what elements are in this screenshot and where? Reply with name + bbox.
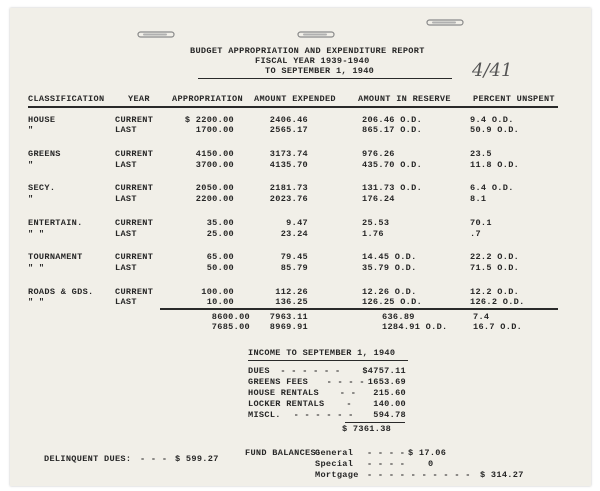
row-appropriation: 50.00 <box>206 263 234 273</box>
row-appropriation: 10.00 <box>206 297 234 307</box>
delinquent-dues-label: DELINQUENT DUES: <box>44 454 132 464</box>
fund-item-label: Mortgage <box>315 470 359 480</box>
row-percent-unspent: 71.5 O.D. <box>470 263 520 273</box>
fund-item-label: Special <box>315 459 354 469</box>
row-year: CURRENT <box>115 149 154 159</box>
total-amount-expended: 8969.91 <box>269 322 308 332</box>
row-classification: TOURNAMENT <box>28 252 83 262</box>
header-classification: CLASSIFICATION <box>28 94 105 104</box>
row-amount-in-reserve: 976.26 <box>362 149 395 159</box>
row-amount-in-reserve: 126.25 O.D. <box>362 297 423 307</box>
row-amount-in-reserve: 435.70 O.D. <box>362 160 423 170</box>
income-item-dashes: - - <box>339 388 357 398</box>
row-amount-expended: 112.26 <box>275 287 308 297</box>
income-item-label: LOCKER RENTALS <box>248 399 325 409</box>
row-amount-expended: 136.25 <box>275 297 308 307</box>
row-percent-unspent: 23.5 <box>470 149 492 159</box>
income-title: INCOME TO SEPTEMBER 1, 1940 <box>248 348 396 358</box>
paper-clip-icon <box>297 30 335 39</box>
row-classification: " " <box>28 263 45 273</box>
row-classification: GREENS <box>28 149 61 159</box>
total-percent-unspent: 7.4 <box>473 312 490 322</box>
total-percent-unspent: 16.7 O.D. <box>473 322 523 332</box>
row-appropriation: 1700.00 <box>195 125 234 135</box>
fund-item-dashes: - - - - <box>367 448 406 458</box>
row-appropriation: 2200.00 <box>195 194 234 204</box>
fund-item-value: $ 314.27 <box>480 470 524 480</box>
fund-item-value: $ 17.06 <box>408 448 447 458</box>
row-amount-expended: 9.47 <box>286 218 308 228</box>
total-appropriation: 7685.00 <box>211 322 250 332</box>
row-amount-expended: 2181.73 <box>269 183 308 193</box>
row-year: LAST <box>115 263 137 273</box>
row-amount-expended: 23.24 <box>280 229 308 239</box>
total-amount-in-reserve: 1284.91 O.D. <box>382 322 448 332</box>
row-appropriation: 2050.00 <box>195 183 234 193</box>
row-year: LAST <box>115 229 137 239</box>
report-title: BUDGET APPROPRIATION AND EXPENDITURE REPORT <box>190 46 425 56</box>
row-percent-unspent: 50.9 O.D. <box>470 125 520 135</box>
income-item-value: 140.00 <box>373 399 406 409</box>
title-underline <box>198 78 452 79</box>
row-amount-in-reserve: 865.17 O.D. <box>362 125 423 135</box>
report-fiscal-year: FISCAL YEAR 1939-1940 <box>255 56 370 66</box>
income-item-value: 594.78 <box>373 410 406 420</box>
row-appropriation: 65.00 <box>206 252 234 262</box>
row-amount-in-reserve: 176.24 <box>362 194 395 204</box>
fund-item-dashes: - - - - - - - - - - <box>367 470 471 480</box>
row-percent-unspent: 70.1 <box>470 218 492 228</box>
row-appropriation: $ 2200.00 <box>184 115 234 125</box>
row-classification: SECY. <box>28 183 56 193</box>
income-item-dashes: - <box>346 399 352 409</box>
row-year: LAST <box>115 160 137 170</box>
row-amount-expended: 85.79 <box>280 263 308 273</box>
row-classification: ENTERTAIN. <box>28 218 83 228</box>
header-appropriation: APPROPRIATION <box>172 94 243 104</box>
row-percent-unspent: 126.2 O.D. <box>470 297 525 307</box>
row-year: CURRENT <box>115 252 154 262</box>
row-amount-in-reserve: 12.26 O.D. <box>362 287 417 297</box>
row-percent-unspent: 12.2 O.D. <box>470 287 520 297</box>
row-year: LAST <box>115 125 137 135</box>
row-amount-expended: 79.45 <box>280 252 308 262</box>
row-percent-unspent: .7 <box>470 229 481 239</box>
income-item-label: GREENS FEES <box>248 377 309 387</box>
row-amount-in-reserve: 35.79 O.D. <box>362 263 417 273</box>
row-year: CURRENT <box>115 183 154 193</box>
row-amount-expended: 4135.70 <box>269 160 308 170</box>
row-classification: HOUSE <box>28 115 56 125</box>
income-item-dashes: - - - - - - <box>280 366 341 376</box>
income-total-rule <box>345 422 405 423</box>
row-amount-in-reserve: 1.76 <box>362 229 384 239</box>
header-year: YEAR <box>128 94 150 104</box>
fund-item-value: 0 <box>428 459 434 469</box>
row-classification: " " <box>28 297 45 307</box>
row-percent-unspent: 11.8 O.D. <box>470 160 520 170</box>
row-appropriation: 4150.00 <box>195 149 234 159</box>
paper-clip-icon <box>426 18 464 27</box>
income-title-underline <box>248 360 408 361</box>
row-appropriation: 25.00 <box>206 229 234 239</box>
report-date: TO SEPTEMBER 1, 1940 <box>265 66 375 76</box>
row-appropriation: 100.00 <box>201 287 234 297</box>
row-year: LAST <box>115 297 137 307</box>
row-year: CURRENT <box>115 287 154 297</box>
row-amount-expended: 2565.17 <box>269 125 308 135</box>
row-classification: " <box>28 160 34 170</box>
income-item-value: $4757.11 <box>362 366 406 376</box>
row-percent-unspent: 22.2 O.D. <box>470 252 520 262</box>
row-amount-expended: 2023.76 <box>269 194 308 204</box>
row-amount-expended: 3173.74 <box>269 149 308 159</box>
row-appropriation: 3700.00 <box>195 160 234 170</box>
row-percent-unspent: 9.4 O.D. <box>470 115 514 125</box>
total-amount-expended: 7963.11 <box>269 312 308 322</box>
fund-item-dashes: - - - - <box>367 459 406 469</box>
row-classification: ROADS & GDS. <box>28 287 94 297</box>
handwritten-note: 4/41 <box>472 60 513 81</box>
total-appropriation: 8600.00 <box>211 312 250 322</box>
row-classification: " " <box>28 229 45 239</box>
row-amount-in-reserve: 14.45 O.D. <box>362 252 417 262</box>
row-year: CURRENT <box>115 218 154 228</box>
row-percent-unspent: 8.1 <box>470 194 487 204</box>
row-classification: " <box>28 194 34 204</box>
total-amount-in-reserve: 636.89 <box>382 312 415 322</box>
header-amount-expended: AMOUNT EXPENDED <box>254 94 336 104</box>
row-year: LAST <box>115 194 137 204</box>
row-amount-in-reserve: 131.73 O.D. <box>362 183 423 193</box>
row-percent-unspent: 6.4 O.D. <box>470 183 514 193</box>
income-item-value: 215.60 <box>373 388 406 398</box>
row-amount-in-reserve: 25.53 <box>362 218 390 228</box>
income-item-dashes: - - - - - - <box>293 410 354 420</box>
paper-clip-icon <box>137 30 175 39</box>
income-item-label: DUES <box>248 366 270 376</box>
delinquent-dues-dashes: - - - <box>140 454 168 464</box>
delinquent-dues-value: $ 599.27 <box>175 454 219 464</box>
income-item-label: MISCL. <box>248 410 281 420</box>
row-appropriation: 35.00 <box>206 218 234 228</box>
income-total: $ 7361.38 <box>342 424 392 434</box>
income-item-dashes: - - - - <box>326 377 365 387</box>
row-amount-in-reserve: 206.46 O.D. <box>362 115 423 125</box>
header-amount-in-reserve: AMOUNT IN RESERVE <box>358 94 451 104</box>
header-rule <box>28 106 558 108</box>
header-percent-unspent: PERCENT UNSPENT <box>473 94 555 104</box>
row-amount-expended: 2406.46 <box>269 115 308 125</box>
fund-balances-label: FUND BALANCES: <box>245 448 322 458</box>
row-year: CURRENT <box>115 115 154 125</box>
row-classification: " <box>28 125 34 135</box>
document-page <box>10 8 591 486</box>
totals-rule <box>160 308 558 310</box>
income-item-label: HOUSE RENTALS <box>248 388 319 398</box>
fund-item-label: General <box>315 448 354 458</box>
income-item-value: 1653.69 <box>367 377 406 387</box>
